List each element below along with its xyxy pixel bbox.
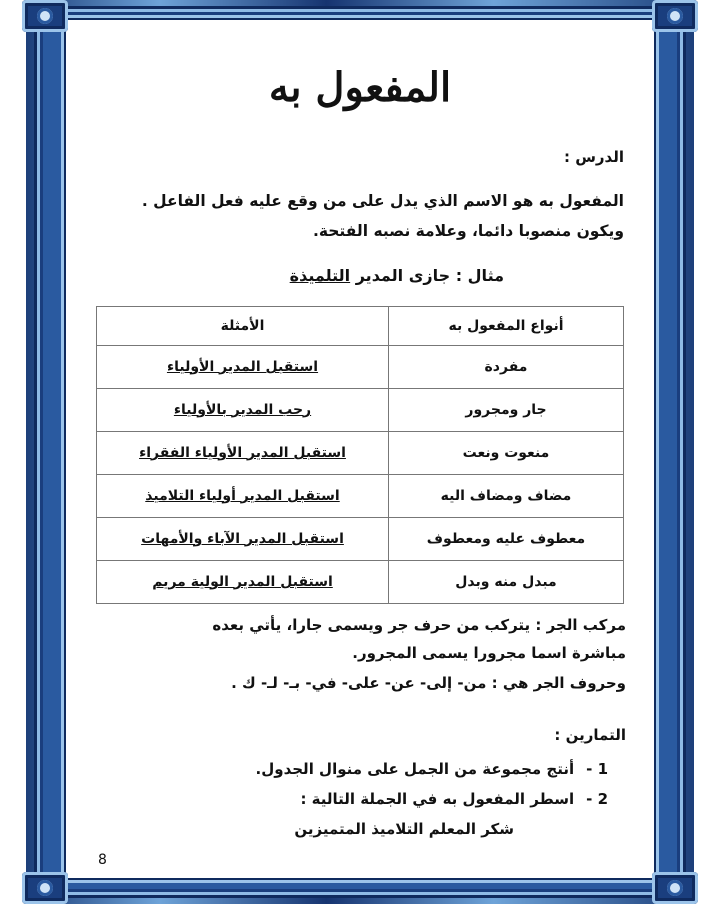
frame-corner-ornament (652, 0, 698, 32)
table-row (97, 346, 624, 389)
exercise-text: أنتج مجموعة من الجمل على منوال الجدول. (255, 760, 575, 778)
example-text: استقبل المدير الولية مريم (152, 574, 333, 590)
object-types-table (96, 306, 624, 604)
exercise-item (256, 760, 608, 778)
exercise-number: 2 - (586, 790, 608, 808)
lesson-label: الدرس : (564, 148, 624, 166)
example-label: مثال : جازى المدير (350, 266, 504, 285)
table-row (97, 518, 624, 561)
header-types: أنواع المفعول به (389, 307, 624, 346)
jar-letters-line: وحروف الجر هي : من- إلى- عن- على- في- بـ- لـ- ك . (231, 674, 626, 692)
table-row (97, 561, 624, 604)
frame-corner-ornament (22, 872, 68, 904)
type-cell: معطوف عليه ومعطوف (389, 518, 624, 561)
example-cell (97, 475, 389, 518)
type-cell: منعوت ونعت (389, 432, 624, 475)
document-page (66, 20, 654, 878)
example-text: استقبل المدير الأولياء الفقراء (139, 445, 346, 461)
type-cell: جار ومجرور (389, 389, 624, 432)
example-object: التلميذة (289, 266, 351, 285)
frame-corner-ornament (652, 872, 698, 904)
definition-line-1: المفعول به هو الاسم الذي يدل على من وقع عليه فعل الفاعل . (141, 192, 624, 210)
example-text: استقبل المدير الآباء والأمهات (141, 531, 344, 547)
type-cell: مفردة (389, 346, 624, 389)
table-header-row (97, 307, 624, 346)
page-number: 8 (98, 852, 107, 868)
example-cell (97, 561, 389, 604)
table-row (97, 475, 624, 518)
table-row (97, 432, 624, 475)
example-text: استقبل المدير الأولياء (166, 359, 319, 375)
example-sentence (290, 266, 504, 285)
header-examples: الأمثلة (97, 307, 389, 346)
exercises-label: التمارين : (554, 726, 626, 744)
example-text: رحب المدير بالأولياء (173, 402, 312, 418)
jar-definition-line-2: مباشرة اسما مجرورا يسمى المجرور. (352, 644, 626, 662)
definition-line-2: ويكون منصوبا دائما، وعلامة نصبه الفتحة. (312, 222, 624, 240)
example-cell (97, 518, 389, 561)
type-cell: مضاف ومضاف اليه (389, 475, 624, 518)
example-cell (97, 346, 389, 389)
frame-corner-ornament (22, 0, 68, 32)
page-title: المفعول به (268, 64, 452, 111)
example-text: استقبل المدير أولياء التلاميذ (145, 488, 340, 504)
exercise-text: اسطر المفعول به في الجملة التالية : (300, 790, 575, 808)
exercise-sentence: شكر المعلم التلاميذ المتميزين (294, 820, 514, 838)
exercise-item (300, 790, 608, 808)
example-cell (97, 389, 389, 432)
exercise-number: 1 - (586, 760, 608, 778)
jar-definition-line-1: مركب الجر : يتركب من حرف جر ويسمى جارا، يأتي بعده (212, 616, 626, 634)
table-row (97, 389, 624, 432)
example-cell (97, 432, 389, 475)
type-cell: مبدل منه وبدل (389, 561, 624, 604)
